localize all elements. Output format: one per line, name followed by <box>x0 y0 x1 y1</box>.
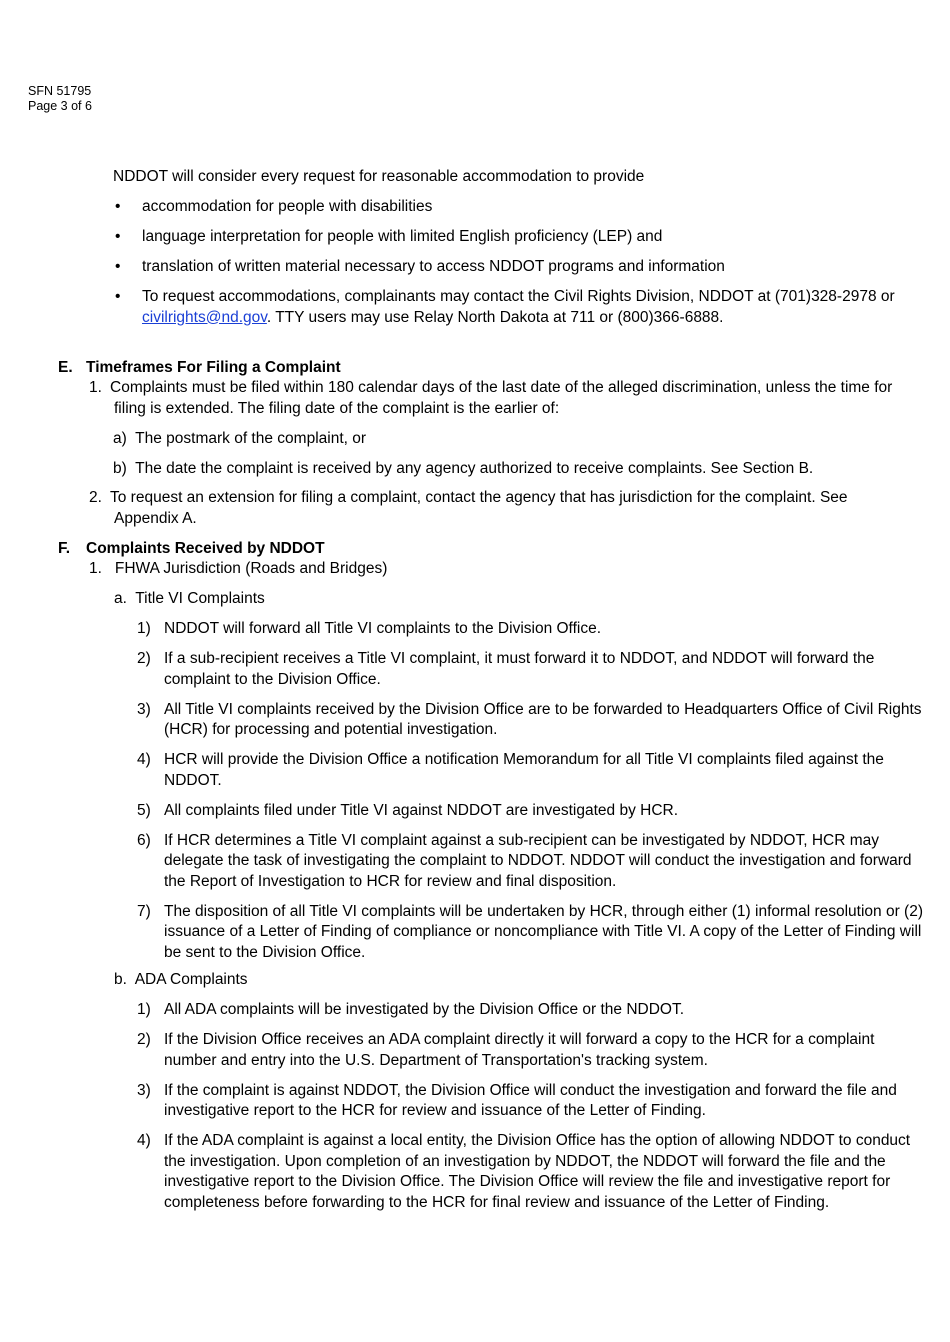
section-f-item-1 <box>89 559 387 580</box>
section-e-heading <box>58 358 341 379</box>
item-text: HCR will provide the Division Office a notification Memorandum for all Title VI complaints filed against the NDDOT. <box>164 751 884 789</box>
ada-items <box>137 1000 927 1223</box>
item-text: Complaints must be filed within 180 calendar days of the last date of the alleged discrimination, unless the time for filing is extended. The filing date of the complaint is the earlier of: <box>110 379 893 417</box>
item-number: b) <box>113 460 127 477</box>
list-item <box>137 1081 927 1122</box>
item-number: 6) <box>137 831 151 849</box>
list-item <box>137 801 927 822</box>
item-number: 2) <box>137 650 151 667</box>
item-number: 2. <box>89 489 102 506</box>
item-text: All ADA complaints will be investigated by the Division Office or the NDDOT. <box>164 1001 685 1018</box>
item-text: The disposition of all Title VI complaints will be undertaken by HCR, through either (1) informal resolution or (2) issuance of a Letter of Finding of compliance or noncompliance with Title VI. A copy of the Letter of Finding will be sent to the Division Office. <box>164 902 923 961</box>
list-item <box>137 700 927 741</box>
accommodation-intro: NDDOT will consider every request for reasonable accommodation to provide <box>113 168 645 185</box>
item-number: 3) <box>137 700 151 718</box>
civil-rights-email-link[interactable]: civilrights@nd.gov <box>142 308 267 326</box>
section-label: E. <box>58 359 73 376</box>
list-item: • accommodation for people with disabilities <box>113 197 913 218</box>
list-item <box>137 902 927 964</box>
contact-text-rest: . TTY users may use Relay North Dakota at 711 or (800)366-6888. <box>266 308 724 326</box>
item-text: If the complaint is against NDDOT, the Division Office will conduct the investigation and forward the file and investigative report to the HCR for review and issuance of the Letter of Finding. <box>164 1081 897 1119</box>
accommodation-list <box>113 197 913 338</box>
item-text: FHWA Jurisdiction (Roads and Bridges) <box>114 560 388 577</box>
item-text: ADA Complaints <box>134 971 248 988</box>
item-text: NDDOT will forward all Title VI complaints to the Division Office. <box>164 620 602 637</box>
list-item: • language interpretation for people with limited English proficiency (LEP) and <box>113 227 913 248</box>
list-item <box>137 1131 927 1213</box>
item-number: a) <box>113 430 127 447</box>
section-title: Complaints Received by NDDOT <box>86 540 325 557</box>
item-number: a. <box>114 590 127 607</box>
item-text: If the ADA complaint is against a local entity, the Division Office has the option of allowing NDDOT to conduct the investigation. Upon completion of an investigation by NDDOT, the NDDOT will forward the file and the investigative report to the Division Office. The Division Office will review the file and investigative report for completeness before forwarding to the HCR for final review and issuance of the Letter of Finding. <box>164 1132 911 1211</box>
section-e-sub-b <box>113 459 913 480</box>
item-text: All Title VI complaints received by the Division Office are to be forwarded to Headquarters Office of Civil Rights (HCR) for processing and potential investigation. <box>164 700 922 738</box>
list-item <box>137 1030 927 1071</box>
item-number: 5) <box>137 801 151 819</box>
list-item <box>137 1000 927 1021</box>
page-number: Page 3 of 6 <box>28 99 92 113</box>
contact-text: To request accommodations, complainants may contact the Civil Rights Division, NDDOT at (701)328-2978 or <box>142 288 895 305</box>
item-number: 3) <box>137 1081 151 1099</box>
list-item <box>137 619 927 640</box>
section-title: Timeframes For Filing a Complaint <box>86 359 341 376</box>
list-item <box>113 287 913 328</box>
title-vi-items <box>137 619 927 973</box>
list-item: • translation of written material necessary to access NDDOT programs and information <box>113 257 913 278</box>
list-item <box>137 831 927 893</box>
section-f-sub-b <box>114 970 248 991</box>
section-f-sub-a <box>114 589 265 610</box>
list-item <box>137 649 927 690</box>
item-text: If a sub-recipient receives a Title VI complaint, it must forward it to NDDOT, and NDDOT will forward the complaint to the Division Office. <box>164 650 875 688</box>
page-header <box>28 84 92 114</box>
item-number: 4) <box>137 751 151 768</box>
item-number: 4) <box>137 1132 151 1149</box>
item-number: 1. <box>89 379 102 396</box>
item-number: 1) <box>137 620 151 637</box>
item-text: The date the complaint is received by any agency authorized to receive complaints. See Section B. <box>135 460 814 477</box>
item-text: If the Division Office receives an ADA complaint directly it will forward a copy to the HCR for a complaint number and entry into the U.S. Department of Transportation's tracking system. <box>164 1031 875 1069</box>
item-text: All complaints filed under Title VI against NDDOT are investigated by HCR. <box>164 801 679 819</box>
item-text: Title VI Complaints <box>135 590 265 607</box>
section-e-sub-a <box>113 429 913 450</box>
section-label: F. <box>58 540 71 557</box>
item-number: 1. <box>89 560 102 577</box>
section-f-heading <box>58 539 325 560</box>
item-text: If HCR determines a Title VI complaint against a sub-recipient can be investigated by NDDOT, HCR may delegate the task of investigating the complaint to NDDOT. NDDOT will conduct the investigation and forward the Report of Investigation to HCR for review and final disposition. <box>164 831 912 890</box>
item-number: 1) <box>137 1001 151 1018</box>
item-number: 2) <box>137 1031 151 1048</box>
item-number: b. <box>114 971 127 988</box>
item-text: The postmark of the complaint, or <box>135 430 367 447</box>
form-number: SFN 51795 <box>28 84 92 98</box>
list-item <box>137 750 927 791</box>
item-number: 7) <box>137 902 151 920</box>
item-text: To request an extension for filing a complaint, contact the agency that has jurisdiction for the complaint. See Appendix A. <box>110 489 848 527</box>
